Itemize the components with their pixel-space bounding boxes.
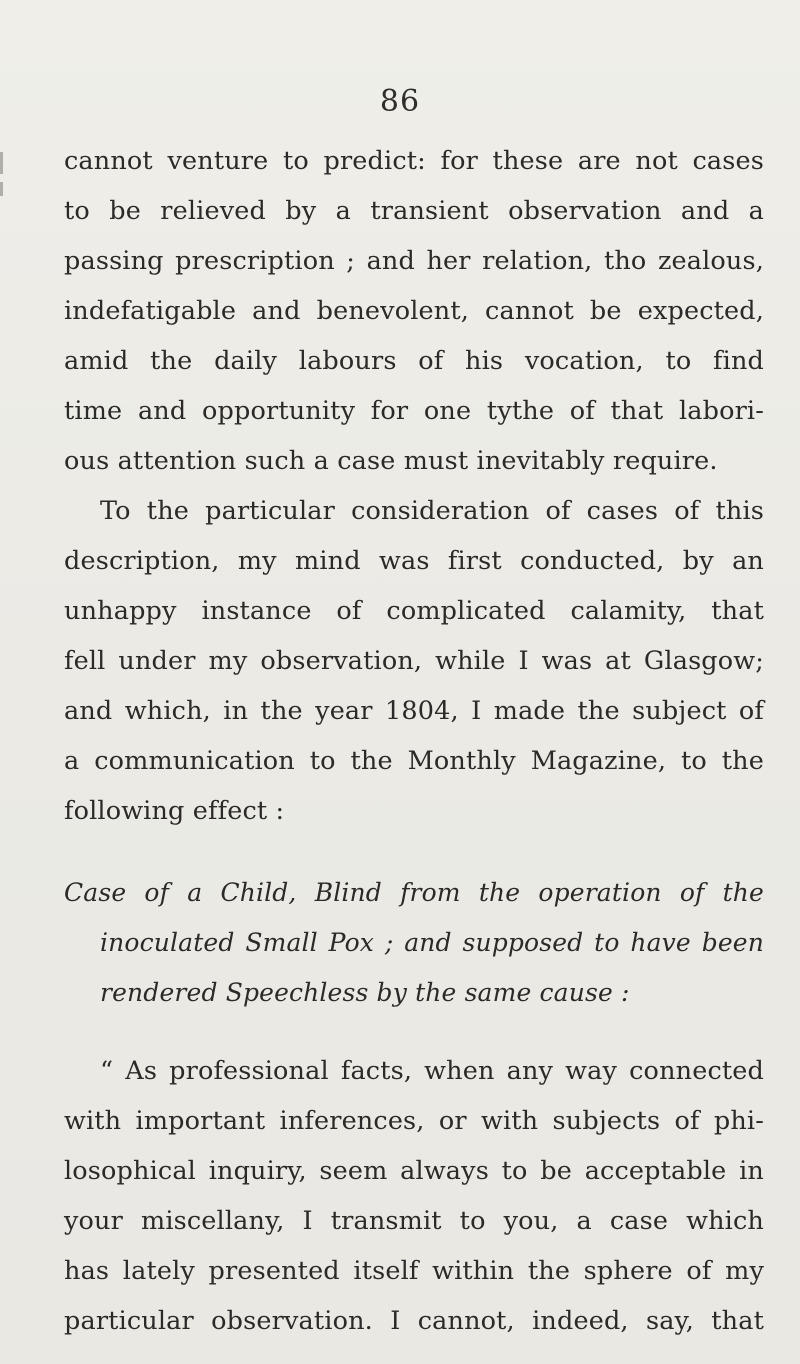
page-edge-mark	[0, 182, 3, 196]
text-line: following effect :	[64, 796, 285, 826]
text-line: description, my mind was first conducted, by an	[64, 546, 764, 576]
text-line: your miscellany, I transmit to you, a case which	[64, 1206, 764, 1236]
text-line: indefatigable and benevolent, cannot be expected,	[64, 296, 764, 326]
text-line: with important inferences, or with subjects of phi-	[64, 1106, 764, 1136]
text-line: passing prescription ; and her relation, tho zealous,	[64, 246, 764, 276]
text-line: unhappy instance of complicated calamity, that	[64, 596, 764, 626]
text-line: has lately presented itself within the sphere of my	[64, 1256, 764, 1286]
text-line: “ As professional facts, when any way connected	[100, 1056, 764, 1086]
text-line: To the particular consideration of cases of this	[100, 496, 764, 526]
text-line: time and opportunity for one tythe of that labori-	[64, 396, 764, 426]
text-line: to be relieved by a transient observation and a	[64, 196, 764, 226]
text-line: ous attention such a case must inevitably require.	[64, 446, 718, 476]
page-number: 86	[379, 84, 421, 119]
case-heading-line: inoculated Small Pox ; and supposed to have been	[100, 928, 764, 957]
text-line: a communication to the Monthly Magazine, to the	[64, 746, 764, 776]
case-heading-line: Case of a Child, Blind from the operation of the	[64, 878, 764, 907]
text-line: particular observation. I cannot, indeed, say, that	[64, 1306, 764, 1336]
text-line: losophical inquiry, seem always to be acceptable in	[64, 1156, 764, 1186]
page-edge-mark	[0, 152, 3, 174]
case-heading-line: rendered Speechless by the same cause :	[100, 978, 630, 1007]
text-line: and which, in the year 1804, I made the subject of	[64, 696, 764, 726]
text-line: cannot venture to predict: for these are not cases	[64, 146, 764, 176]
text-line: amid the daily labours of his vocation, to find	[64, 346, 764, 376]
text-line: fell under my observation, while I was at Glasgow;	[64, 646, 764, 676]
